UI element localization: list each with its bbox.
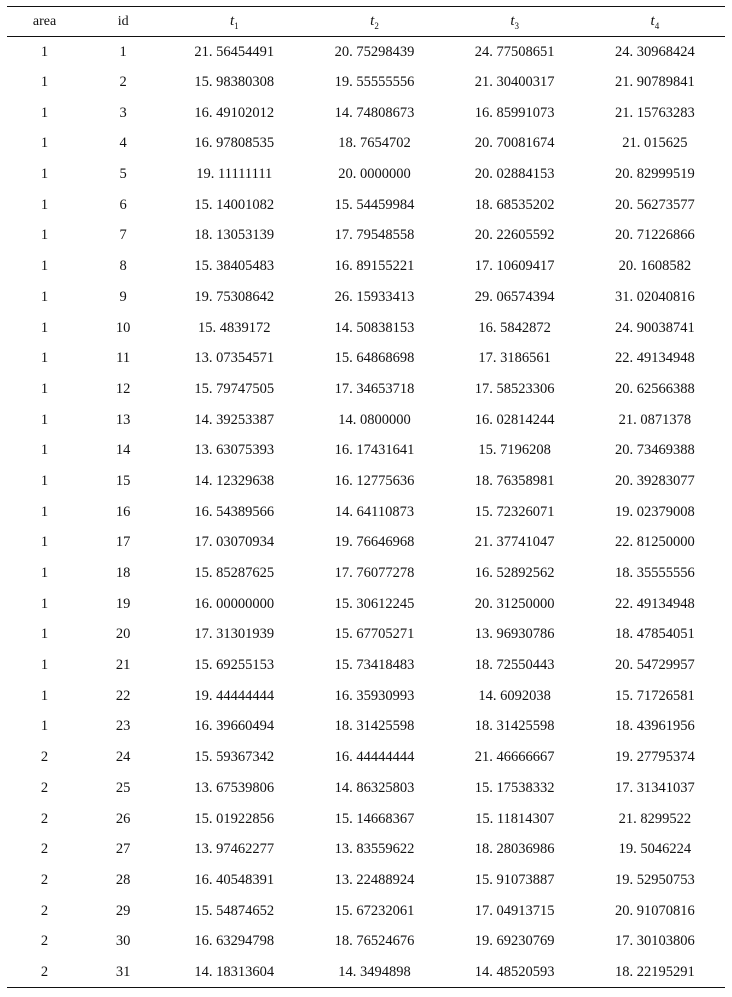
cell-t2: 14. 3494898 xyxy=(304,957,444,988)
cell-t2: 20. 75298439 xyxy=(334,43,415,60)
cell-area: 2 xyxy=(7,957,82,988)
table-row xyxy=(7,190,725,221)
cell-id: 28 xyxy=(115,871,131,888)
cell-area: 1 xyxy=(40,718,49,735)
cell-id: 31 xyxy=(82,957,164,988)
cell-t1: 13. 07354571 xyxy=(194,350,275,367)
cell-t1: 15. 85287625 xyxy=(194,565,275,582)
table-body xyxy=(7,37,725,988)
cell-area: 1 xyxy=(40,503,49,520)
cell-t2: 16. 44444444 xyxy=(334,749,415,766)
cell-t3: 15. 72326071 xyxy=(474,503,555,520)
cell-id: 20 xyxy=(115,626,131,643)
cell-t3: 14. 6092038 xyxy=(478,687,551,704)
cell-t4: 22. 49134948 xyxy=(615,595,695,612)
cell-t2: 18. 7654702 xyxy=(338,135,411,152)
cell-id: 23 xyxy=(115,718,131,735)
cell-t2: 15. 67232061 xyxy=(334,902,415,919)
cell-area: 2 xyxy=(40,871,49,888)
cell-t4: 31. 02040816 xyxy=(615,288,695,305)
header-t4-base: t xyxy=(650,12,655,29)
cell-t4: 20. 82999519 xyxy=(615,166,695,183)
header-t3-sub: 3 xyxy=(514,20,519,31)
header-t3-base: t xyxy=(510,12,515,29)
cell-t1: 15. 14001082 xyxy=(194,196,275,213)
cell-area: 1 xyxy=(40,442,49,459)
table-row xyxy=(7,865,725,896)
cell-t2: 26. 15933413 xyxy=(334,288,415,305)
cell-t3: 18. 68535202 xyxy=(474,196,555,213)
table-row xyxy=(7,804,725,835)
table-row xyxy=(7,435,725,466)
cell-area: 1 xyxy=(40,350,49,367)
cell-t2: 13. 22488924 xyxy=(334,871,415,888)
cell-t3: 18. 72550443 xyxy=(474,657,555,674)
cell-t3: 15. 17538332 xyxy=(474,779,555,796)
header-t3 xyxy=(445,7,585,37)
cell-area: 1 xyxy=(40,288,49,305)
table-row xyxy=(7,374,725,405)
table-row xyxy=(7,834,725,865)
cell-t1: 15. 54874652 xyxy=(194,902,275,919)
cell-area: 1 xyxy=(40,411,49,428)
cell-t1: 14. 12329638 xyxy=(194,472,275,489)
cell-t1: 13. 63075393 xyxy=(194,442,275,459)
table-row xyxy=(7,313,725,344)
cell-t2: 15. 64868698 xyxy=(334,350,415,367)
cell-t3: 21. 46666667 xyxy=(474,749,555,766)
cell-t2: 19. 55555556 xyxy=(334,74,415,91)
cell-t1: 14. 39253387 xyxy=(194,411,275,428)
cell-t3: 16. 02814244 xyxy=(474,411,555,428)
cell-t1: 16. 39660494 xyxy=(194,718,275,735)
cell-area: 1 xyxy=(40,595,49,612)
cell-area: 1 xyxy=(40,626,49,643)
cell-t1: 15. 38405483 xyxy=(194,258,275,275)
cell-t1: 19. 11111111 xyxy=(196,166,273,183)
cell-t4: 20. 73469388 xyxy=(615,442,695,459)
table-row xyxy=(7,650,725,681)
table-row xyxy=(7,528,725,559)
cell-area: 2 xyxy=(40,841,49,858)
cell-t3: 21. 30400317 xyxy=(474,74,555,91)
cell-t4: 18. 35555556 xyxy=(615,565,695,582)
cell-t2: 13. 83559622 xyxy=(334,841,415,858)
header-t2-sub: 2 xyxy=(374,20,379,31)
cell-area: 1 xyxy=(40,43,49,60)
cell-t1: 18. 13053139 xyxy=(194,227,275,244)
cell-t4: 20. 56273577 xyxy=(615,196,695,213)
cell-id: 3 xyxy=(119,104,127,121)
cell-area: 2 xyxy=(40,902,49,919)
cell-id: 17 xyxy=(115,534,131,551)
cell-id: 14 xyxy=(115,442,131,459)
cell-id: 2 xyxy=(119,74,127,91)
cell-t1: 19. 75308642 xyxy=(194,288,275,305)
cell-t3: 16. 5842872 xyxy=(478,319,551,336)
cell-t2: 15. 30612245 xyxy=(334,595,415,612)
cell-t4: 21. 90789841 xyxy=(615,74,695,91)
data-table xyxy=(7,6,725,988)
cell-t3: 29. 06574394 xyxy=(474,288,555,305)
cell-t2: 14. 50838153 xyxy=(334,319,415,336)
cell-t3: 19. 69230769 xyxy=(474,933,555,950)
cell-t4: 19. 02379008 xyxy=(615,503,695,520)
cell-t3: 18. 28036986 xyxy=(474,841,555,858)
cell-t1: 19. 44444444 xyxy=(194,687,275,704)
cell-t2: 18. 31425598 xyxy=(334,718,415,735)
header-t4 xyxy=(585,7,725,37)
cell-area: 1 xyxy=(40,472,49,489)
table-row xyxy=(7,957,725,988)
table-row xyxy=(7,712,725,743)
cell-id: 24 xyxy=(115,749,131,766)
cell-t3: 20. 70081674 xyxy=(474,135,555,152)
cell-t2: 18. 76524676 xyxy=(334,933,415,950)
header-row xyxy=(7,7,725,37)
cell-area: 1 xyxy=(40,227,49,244)
cell-id: 19 xyxy=(115,595,131,612)
table-row xyxy=(7,405,725,436)
cell-t4: 21. 015625 xyxy=(622,135,688,152)
cell-t2: 15. 73418483 xyxy=(334,657,415,674)
header-id: id xyxy=(82,7,164,37)
cell-t1: 16. 00000000 xyxy=(194,595,275,612)
cell-t3: 15. 91073887 xyxy=(474,871,555,888)
cell-t3: 21. 37741047 xyxy=(474,534,555,551)
cell-area: 1 xyxy=(40,565,49,582)
table-row xyxy=(7,589,725,620)
cell-id: 12 xyxy=(115,380,131,397)
cell-id: 15 xyxy=(115,472,131,489)
cell-t4: 19. 27795374 xyxy=(615,749,695,766)
cell-id: 6 xyxy=(119,196,127,213)
cell-t2: 14. 0800000 xyxy=(338,411,411,428)
cell-t2: 15. 54459984 xyxy=(334,196,415,213)
table-row xyxy=(7,221,725,252)
cell-t1: 15. 59367342 xyxy=(194,749,275,766)
cell-id: 30 xyxy=(115,933,131,950)
cell-t4: 17. 30103806 xyxy=(615,933,695,950)
cell-t4: 17. 31341037 xyxy=(615,779,695,796)
cell-t3: 17. 58523306 xyxy=(474,380,555,397)
cell-t3: 17. 3186561 xyxy=(478,350,551,367)
cell-t1: 15. 69255153 xyxy=(194,657,275,674)
cell-t1: 15. 4839172 xyxy=(198,319,271,336)
cell-t2: 17. 76077278 xyxy=(334,565,415,582)
cell-t1: 17. 03070934 xyxy=(194,534,275,551)
cell-area: 1 xyxy=(40,380,49,397)
cell-area: 2 xyxy=(40,933,49,950)
cell-area: 1 xyxy=(40,319,49,336)
cell-t4: 19. 52950753 xyxy=(615,871,695,888)
cell-t3: 14. 48520593 xyxy=(445,957,585,988)
cell-t4: 20. 39283077 xyxy=(615,472,695,489)
cell-t1: 15. 01922856 xyxy=(194,810,275,827)
cell-t2: 17. 34653718 xyxy=(334,380,415,397)
table-row xyxy=(7,896,725,927)
cell-area: 1 xyxy=(40,104,49,121)
cell-t3: 13. 96930786 xyxy=(474,626,555,643)
cell-t4: 18. 22195291 xyxy=(585,957,725,988)
cell-id: 9 xyxy=(119,288,127,305)
table-row xyxy=(7,129,725,160)
table-row xyxy=(7,681,725,712)
cell-t1: 16. 63294798 xyxy=(194,933,275,950)
cell-t3: 24. 77508651 xyxy=(474,43,555,60)
cell-t3: 20. 31250000 xyxy=(474,595,555,612)
data-table-container xyxy=(7,6,725,988)
cell-t2: 15. 67705271 xyxy=(334,626,415,643)
cell-id: 26 xyxy=(115,810,131,827)
cell-id: 18 xyxy=(115,565,131,582)
cell-id: 7 xyxy=(119,227,127,244)
table-header xyxy=(7,7,725,37)
cell-t1: 16. 49102012 xyxy=(194,104,275,121)
table-row xyxy=(7,742,725,773)
cell-t4: 22. 81250000 xyxy=(615,534,695,551)
cell-t4: 21. 8299522 xyxy=(618,810,692,827)
table-row xyxy=(7,159,725,190)
header-t2 xyxy=(304,7,444,37)
cell-t3: 16. 52892562 xyxy=(474,565,555,582)
cell-t3: 20. 22605592 xyxy=(474,227,555,244)
header-t2-base: t xyxy=(370,12,375,29)
cell-id: 27 xyxy=(115,841,131,858)
cell-area: 1 xyxy=(40,166,49,183)
table-row xyxy=(7,620,725,651)
cell-t1: 15. 79747505 xyxy=(194,380,275,397)
cell-t2: 14. 74808673 xyxy=(334,104,415,121)
header-t1-sub: 1 xyxy=(234,20,239,31)
cell-t2: 16. 17431641 xyxy=(334,442,415,459)
table-row xyxy=(7,497,725,528)
cell-t2: 16. 12775636 xyxy=(334,472,415,489)
cell-id: 4 xyxy=(119,135,127,152)
cell-t3: 18. 31425598 xyxy=(474,718,555,735)
table-row xyxy=(7,466,725,497)
cell-t2: 16. 89155221 xyxy=(334,258,415,275)
cell-id: 22 xyxy=(115,687,131,704)
cell-t3: 17. 04913715 xyxy=(474,902,555,919)
cell-t2: 14. 64110873 xyxy=(334,503,415,520)
cell-id: 10 xyxy=(115,319,131,336)
cell-t3: 16. 85991073 xyxy=(474,104,555,121)
cell-t2: 19. 76646968 xyxy=(334,534,415,551)
cell-t4: 18. 47854051 xyxy=(615,626,695,643)
table-row xyxy=(7,67,725,98)
cell-t1: 21. 56454491 xyxy=(194,43,275,60)
table-row xyxy=(7,37,725,68)
cell-t4: 18. 43961956 xyxy=(615,718,695,735)
cell-area: 1 xyxy=(40,196,49,213)
cell-t4: 20. 91070816 xyxy=(615,902,695,919)
cell-area: 2 xyxy=(40,810,49,827)
cell-t3: 15. 11814307 xyxy=(475,810,555,827)
cell-t1: 13. 97462277 xyxy=(194,841,275,858)
header-area: area xyxy=(7,7,82,37)
cell-t1: 16. 40548391 xyxy=(194,871,275,888)
cell-t3: 18. 76358981 xyxy=(474,472,555,489)
header-t4-sub: 4 xyxy=(654,20,660,31)
cell-id: 21 xyxy=(115,657,131,674)
cell-t1: 16. 54389566 xyxy=(194,503,275,520)
cell-t1: 16. 97808535 xyxy=(194,135,275,152)
cell-area: 1 xyxy=(40,135,49,152)
cell-t2: 14. 86325803 xyxy=(334,779,415,796)
cell-id: 16 xyxy=(115,503,131,520)
cell-area: 1 xyxy=(40,534,49,551)
cell-t4: 20. 54729957 xyxy=(615,657,695,674)
cell-id: 25 xyxy=(115,779,131,796)
cell-t4: 19. 5046224 xyxy=(618,841,692,858)
table-row xyxy=(7,282,725,313)
table-row xyxy=(7,558,725,589)
cell-t1: 15. 98380308 xyxy=(194,74,275,91)
cell-t2: 15. 14668367 xyxy=(334,810,415,827)
cell-area: 2 xyxy=(40,779,49,796)
cell-t3: 20. 02884153 xyxy=(474,166,555,183)
cell-t4: 21. 15763283 xyxy=(615,104,695,121)
cell-t1: 14. 18313604 xyxy=(164,957,304,988)
cell-area: 1 xyxy=(40,687,49,704)
cell-id: 11 xyxy=(116,350,131,367)
cell-t4: 22. 49134948 xyxy=(615,350,695,367)
cell-t1: 17. 31301939 xyxy=(194,626,275,643)
cell-id: 1 xyxy=(119,43,127,60)
table-row xyxy=(7,926,725,957)
cell-area: 1 xyxy=(40,74,49,91)
table-row xyxy=(7,98,725,129)
cell-t4: 24. 90038741 xyxy=(615,319,695,336)
cell-id: 13 xyxy=(115,411,131,428)
cell-t4: 20. 71226866 xyxy=(615,227,695,244)
table-row xyxy=(7,773,725,804)
cell-id: 29 xyxy=(115,902,131,919)
cell-t4: 15. 71726581 xyxy=(615,687,695,704)
cell-t2: 16. 35930993 xyxy=(334,687,415,704)
cell-area: 1 xyxy=(40,657,49,674)
cell-area: 1 xyxy=(40,258,49,275)
cell-area: 2 xyxy=(40,749,49,766)
header-t1 xyxy=(164,7,304,37)
cell-t3: 15. 7196208 xyxy=(478,442,551,459)
header-t1-base: t xyxy=(229,12,235,29)
cell-t2: 20. 0000000 xyxy=(338,166,411,183)
cell-t4: 24. 30968424 xyxy=(615,43,695,60)
table-row xyxy=(7,343,725,374)
cell-t2: 17. 79548558 xyxy=(334,227,415,244)
cell-t1: 13. 67539806 xyxy=(194,779,275,796)
table-row xyxy=(7,251,725,282)
cell-t4: 20. 62566388 xyxy=(615,380,695,397)
cell-t3: 17. 10609417 xyxy=(474,258,555,275)
cell-id: 5 xyxy=(119,166,127,183)
cell-t4: 21. 0871378 xyxy=(618,411,692,428)
cell-id: 8 xyxy=(119,258,127,275)
cell-t4: 20. 1608582 xyxy=(618,258,692,275)
